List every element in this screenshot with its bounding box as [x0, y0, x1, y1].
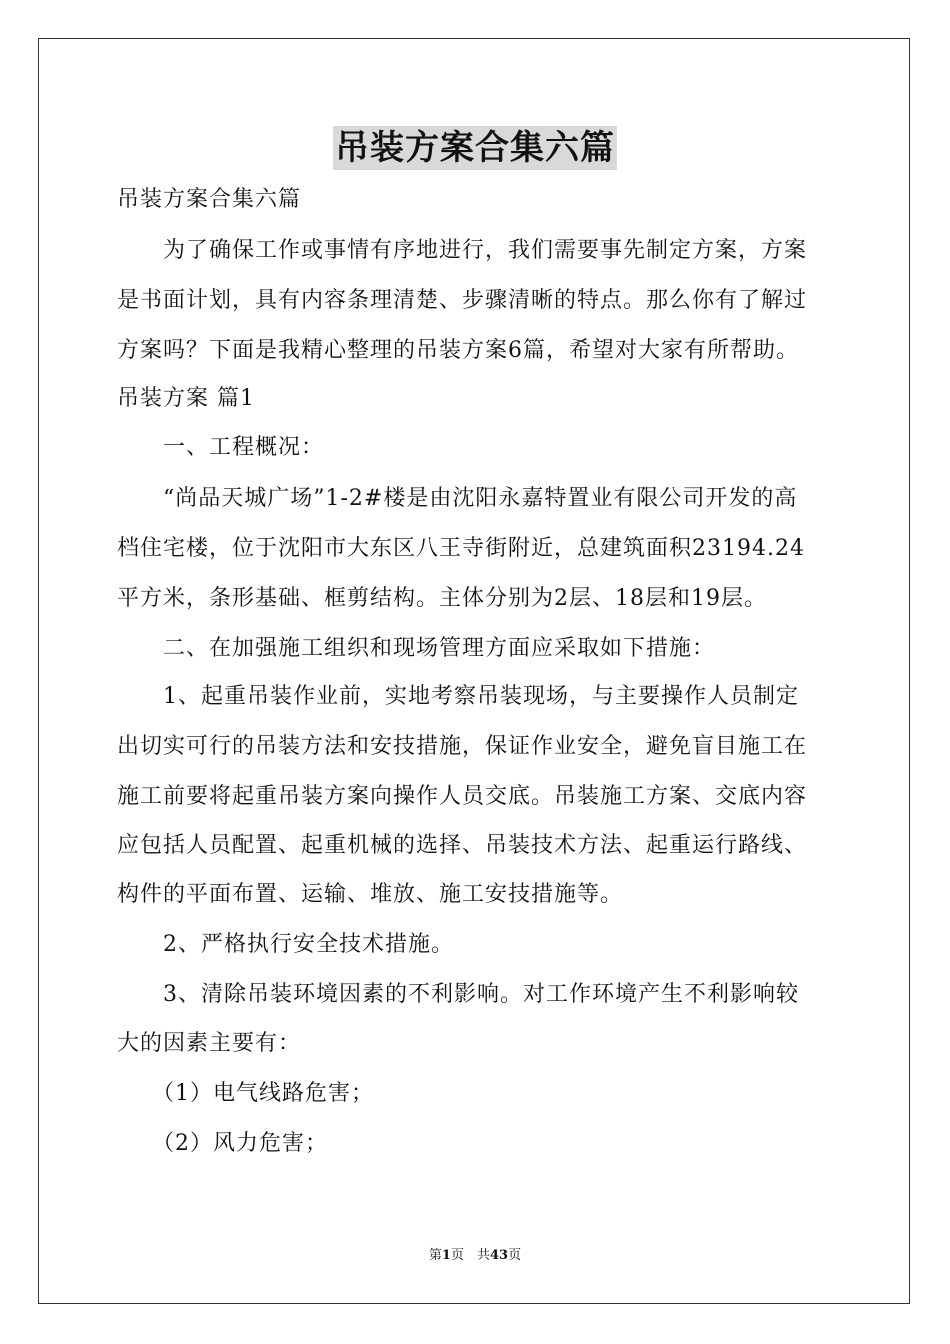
text-line: 3、清除吊装环境因素的不利影响。对工作环境产生不利影响较 [117, 982, 799, 1007]
footer-page-number: 1 [441, 1248, 451, 1263]
text-line: 应包括人员配置、起重机械的选择、吊装技术方法、起重运行路线、 [117, 833, 808, 858]
text-line: 二、在加强施工组织和现场管理方面应采取如下措施： [117, 636, 716, 661]
text-line: 构件的平面布置、运输、堆放、施工安技措施等。 [117, 882, 624, 907]
section-heading: 吊装方案 篇1 [117, 386, 255, 411]
text-line: 方案吗？下面是我精心整理的吊装方案6篇，希望对大家有所帮助。 [117, 338, 799, 363]
title-container [0, 126, 950, 170]
text-line: 出切实可行的吊装方法和安技措施，保证作业安全，避免盲目施工在 [117, 734, 808, 759]
page-footer [0, 1247, 950, 1265]
footer-suffix: 页 [508, 1248, 522, 1263]
text-line: 2、严格执行安全技术措施。 [117, 932, 454, 957]
text-line: 平方米，条形基础、框剪结构。主体分别为2层、18层和19层。 [117, 586, 767, 611]
text-line: 施工前要将起重吊装方案向操作人员交底。吊装施工方案、交底内容 [117, 784, 808, 809]
text-line: 档住宅楼，位于沈阳市大东区八王寺街附近，总建筑面积23194.24 [117, 536, 805, 561]
text-line: 是书面计划，具有内容条理清楚、步骤清晰的特点。那么你有了解过 [117, 288, 808, 313]
text-line: “尚品天城广场”1-2#楼是由沈阳永嘉特置业有限公司开发的高 [117, 486, 798, 511]
text-line: 1、起重吊装作业前，实地考察吊装现场，与主要操作人员制定 [117, 684, 799, 709]
footer-prefix: 第 [428, 1248, 442, 1263]
page-border [38, 38, 910, 1304]
text-line: 一、工程概况： [117, 435, 325, 460]
text-line: （2）风力危害； [117, 1131, 328, 1156]
text-line: 大的因素主要有： [117, 1031, 302, 1056]
text-line: 为了确保工作或事情有序地进行，我们需要事先制定方案，方案 [117, 238, 808, 263]
footer-mid: 页 共 [450, 1248, 490, 1263]
text-line: 吊装方案合集六篇 [117, 187, 302, 212]
document-title: 吊装方案合集六篇 [335, 128, 615, 168]
footer-total-pages: 43 [489, 1248, 509, 1263]
text-line: （1）电气线路危害； [117, 1081, 374, 1106]
